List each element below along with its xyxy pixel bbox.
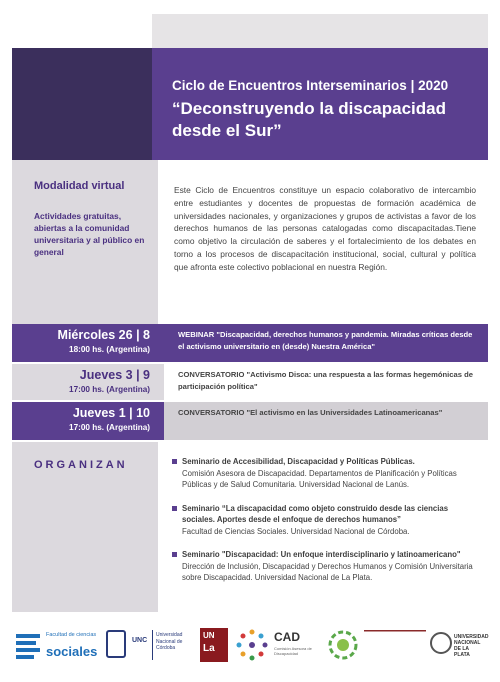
unc-seal-icon bbox=[106, 630, 126, 658]
organizer-name: Seminario "Discapacidad: Un enfoque interdisciplinario y latinoamericano" bbox=[182, 550, 461, 559]
fcs-mark-icon bbox=[16, 632, 42, 658]
schedule-date-block bbox=[12, 364, 164, 400]
schedule-date: Jueves 1 | 10 bbox=[72, 406, 150, 420]
leaf-wreath-icon bbox=[326, 628, 360, 662]
schedule-text: CONVERSATORIO "El activismo en las Universidades Latinoamericanas" bbox=[178, 408, 443, 417]
unc-logo bbox=[106, 628, 190, 664]
organizer-item bbox=[172, 456, 478, 491]
unla-logo bbox=[200, 628, 228, 662]
event-title bbox=[172, 98, 482, 142]
organizers-list bbox=[172, 456, 478, 596]
modality-subtitle: Actividades gratuitas, abiertas a la comunidad universitaria y al público en general bbox=[34, 211, 145, 257]
bullet-square-icon bbox=[172, 459, 177, 464]
unlp-name: UNIVERSIDAD NACIONAL DE LA PLATA bbox=[454, 634, 489, 658]
bullet-square-icon bbox=[172, 506, 177, 511]
organizers-panel bbox=[12, 442, 158, 612]
organizer-detail: Comisión Asesora de Discapacidad. Departamentos de Planificación y Políticas Públicas y de Salud Comunitaria. Universidad Nacional de Lanús. bbox=[182, 468, 457, 489]
event-title-line-2: desde el Sur” bbox=[172, 121, 282, 140]
cad-logo-text: CAD bbox=[274, 630, 300, 644]
organizer-name: Seminario “La discapacidad como objeto construido desde las ciencias sociales. Aportes desde el enfoque de derechos humanos” bbox=[182, 503, 449, 524]
fcs-logo bbox=[16, 628, 104, 664]
header-dark-block bbox=[12, 48, 152, 160]
schedule-row bbox=[12, 364, 488, 400]
dots-burst-icon bbox=[236, 628, 268, 662]
cad-logo-subtext: Comisión Asesora de Discapacidad bbox=[274, 646, 312, 656]
organizer-name: Seminario de Accesibilidad, Discapacidad y Políticas Públicas. bbox=[182, 457, 415, 466]
schedule-row bbox=[12, 402, 488, 440]
series-title: Ciclo de Encuentros Interseminarios | 2020 bbox=[172, 78, 449, 93]
unlp-text-logo bbox=[364, 628, 426, 662]
fcs-logo-big-text: sociales bbox=[46, 644, 98, 659]
schedule-time: 18:00 hs. (Argentina) bbox=[69, 345, 150, 354]
organizer-detail: Facultad de Ciencias Sociales. Universidad Nacional de Córdoba. bbox=[182, 526, 410, 536]
divider bbox=[152, 630, 153, 660]
organizer-item bbox=[172, 503, 478, 538]
organizers-title: ORGANIZAN bbox=[34, 459, 128, 471]
fcs-logo-small-text: Facultad de ciencias bbox=[46, 632, 97, 638]
header-banner bbox=[152, 48, 488, 160]
organizer-detail: Dirección de Inclusión, Discapacidad y Derechos Humanos y Comisión Universitaria sobre Discapacidad. Universidad Nacional de La Plata. bbox=[182, 561, 473, 582]
schedule-date: Miércoles 26 | 8 bbox=[57, 328, 150, 342]
schedule-time: 17:00 hs. (Argentina) bbox=[69, 423, 150, 432]
unlp-seal-icon bbox=[430, 632, 452, 654]
organizer-item bbox=[172, 549, 478, 584]
unc-name: Universidad Nacional de Córdoba bbox=[156, 632, 183, 651]
schedule-text: CONVERSATORIO "Activismo Disca: una respuesta a las formas hegemónicas de participación política" bbox=[178, 370, 473, 391]
schedule-row bbox=[12, 324, 488, 362]
schedule-time: 17:00 hs. (Argentina) bbox=[69, 385, 150, 394]
cad-logo bbox=[272, 628, 322, 664]
unc-abbr: UNC bbox=[132, 637, 148, 644]
unla-logo-bottom: La bbox=[203, 643, 215, 654]
event-title-line-1: “Deconstruyendo la discapacidad bbox=[172, 99, 446, 118]
header-gray-band bbox=[152, 14, 488, 48]
unla-logo-top: UN bbox=[203, 631, 215, 640]
modality-panel bbox=[12, 160, 158, 324]
modality-title: Modalidad virtual bbox=[34, 180, 125, 192]
unlp-logo bbox=[430, 628, 488, 664]
logo-strip bbox=[0, 612, 500, 682]
schedule-date-block bbox=[12, 402, 164, 440]
description: Este Ciclo de Encuentros constituye un espacio colaborativo de intercambio entre estudiantes y docentes de propuestas de formación académica de universidades nacionales, y organizaciones y grupos de activistas a favor de los derechos humanos de las personas catalogadas como discapacitadas.Tiene como objetivo la circulación de saberes y el fortalecimiento de los debates en torno a los procesos de discapacitación institucional, social, cultural y política que afronta este colectivo poblacional en nuestra Región. bbox=[174, 185, 476, 272]
bullet-square-icon bbox=[172, 552, 177, 557]
schedule-text: WEBINAR "Discapacidad, derechos humanos y pandemia. Miradas críticas desde el activismo universitario en (desde) Nuestra América" bbox=[178, 330, 473, 351]
schedule-date-block bbox=[12, 324, 164, 362]
schedule-date: Jueves 3 | 9 bbox=[79, 368, 150, 382]
